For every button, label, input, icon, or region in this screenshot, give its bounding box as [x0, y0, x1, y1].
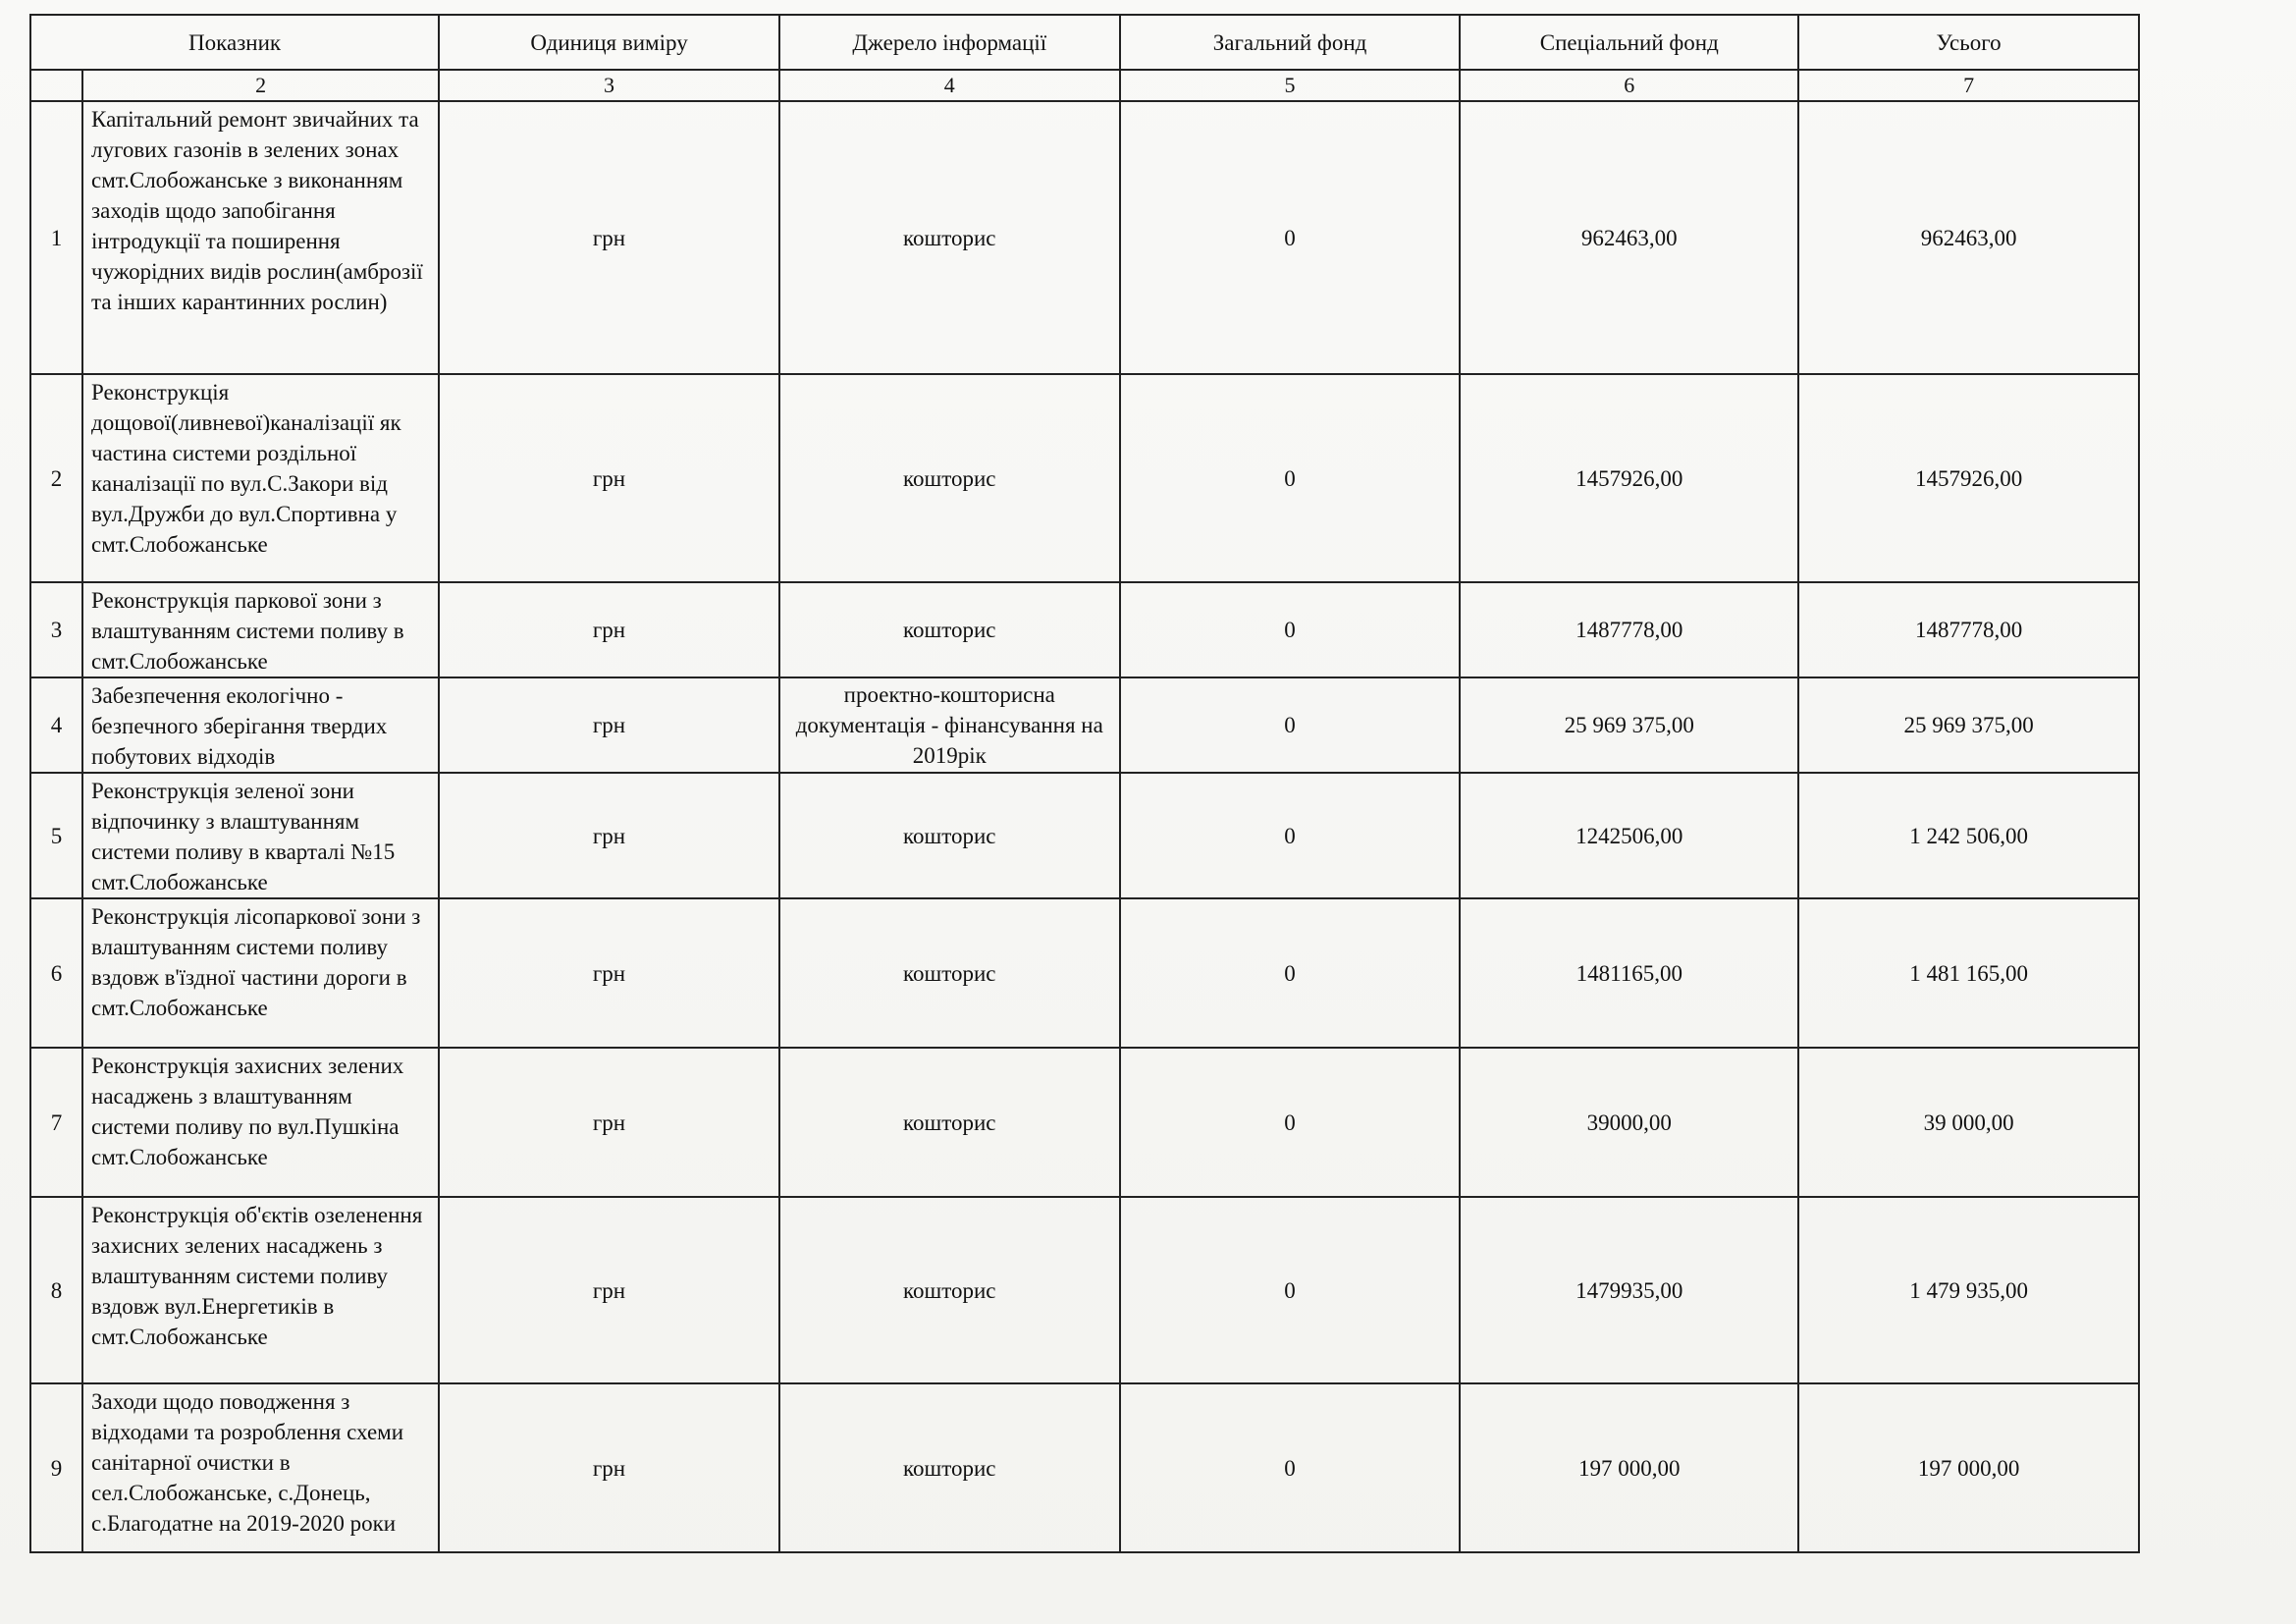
row-name: Капітальний ремонт звичайних та лугових газонів в зелених зонах смт.Слобожанське з виконанням заходів щодо запобігання інтродукції та поширення чужорідних видів рослин(амброзії та інших карантинних рослин)	[82, 101, 439, 374]
row-source: кошторис	[779, 898, 1120, 1048]
column-number: 5	[1120, 70, 1461, 101]
table-row	[30, 898, 2139, 1048]
row-general-fund: 0	[1120, 1383, 1461, 1552]
row-number: 8	[30, 1197, 82, 1383]
table-row	[30, 773, 2139, 898]
table-row	[30, 374, 2139, 582]
table-row	[30, 582, 2139, 677]
row-special-fund: 1481165,00	[1460, 898, 1798, 1048]
row-source: кошторис	[779, 374, 1120, 582]
row-name: Реконструкція лісопаркової зони з влаштуванням системи поливу вздовж в'їздної частини дороги в смт.Слобожанське	[82, 898, 439, 1048]
row-name: Реконструкція зеленої зони відпочинку з влаштуванням системи поливу в кварталі №15 смт.Слобожанське	[82, 773, 439, 898]
header-general-fund: Загальний фонд	[1120, 15, 1461, 70]
row-source: кошторис	[779, 1383, 1120, 1552]
row-name: Реконструкція захисних зелених насаджень з влаштуванням системи поливу по вул.Пушкіна смт.Слобожанське	[82, 1048, 439, 1197]
row-name: Реконструкція об'єктів озеленення захисних зелених насаджень з влаштуванням системи поливу вздовж вул.Енергетиків в смт.Слобожанське	[82, 1197, 439, 1383]
row-source: проектно-кошторисна документація - фінансування на 2019рік	[779, 677, 1120, 773]
row-general-fund: 0	[1120, 898, 1461, 1048]
header-special-fund: Спеціальний фонд	[1460, 15, 1798, 70]
row-name: Заходи щодо поводження з відходами та розроблення схеми санітарної очистки в сел.Слобожанське, с.Донець, с.Благодатне на 2019-2020 роки	[82, 1383, 439, 1552]
row-unit: грн	[439, 374, 779, 582]
row-name: Реконструкція паркової зони з влаштуванням системи поливу в смт.Слобожанське	[82, 582, 439, 677]
row-total: 1 481 165,00	[1798, 898, 2139, 1048]
row-unit: грн	[439, 1383, 779, 1552]
row-number: 6	[30, 898, 82, 1048]
row-total: 1 242 506,00	[1798, 773, 2139, 898]
row-special-fund: 1479935,00	[1460, 1197, 1798, 1383]
row-total: 962463,00	[1798, 101, 2139, 374]
row-unit: грн	[439, 677, 779, 773]
header-indicator: Показник	[30, 15, 439, 70]
row-general-fund: 0	[1120, 1197, 1461, 1383]
row-number: 9	[30, 1383, 82, 1552]
row-name: Реконструкція дощової(ливневої)каналізації як частина системи роздільної каналізації по вул.С.Закори від вул.Дружби до вул.Спортивна у смт.Слобожанське	[82, 374, 439, 582]
row-source: кошторис	[779, 1197, 1120, 1383]
row-number: 4	[30, 677, 82, 773]
row-general-fund: 0	[1120, 101, 1461, 374]
row-general-fund: 0	[1120, 677, 1461, 773]
row-unit: грн	[439, 773, 779, 898]
header-total: Усього	[1798, 15, 2139, 70]
row-number: 5	[30, 773, 82, 898]
header-source: Джерело інформації	[779, 15, 1120, 70]
row-number: 7	[30, 1048, 82, 1197]
table-row	[30, 677, 2139, 773]
row-total: 25 969 375,00	[1798, 677, 2139, 773]
row-unit: грн	[439, 582, 779, 677]
row-total: 1487778,00	[1798, 582, 2139, 677]
table-row	[30, 1197, 2139, 1383]
header-row	[30, 15, 2139, 70]
row-general-fund: 0	[1120, 1048, 1461, 1197]
row-total: 1457926,00	[1798, 374, 2139, 582]
row-special-fund: 197 000,00	[1460, 1383, 1798, 1552]
row-total: 39 000,00	[1798, 1048, 2139, 1197]
row-number: 2	[30, 374, 82, 582]
row-special-fund: 1457926,00	[1460, 374, 1798, 582]
row-special-fund: 1487778,00	[1460, 582, 1798, 677]
table-row	[30, 101, 2139, 374]
row-general-fund: 0	[1120, 773, 1461, 898]
column-number-blank	[30, 70, 82, 101]
row-unit: грн	[439, 101, 779, 374]
indicators-table-container	[29, 14, 2140, 1553]
column-number: 3	[439, 70, 779, 101]
table-row	[30, 1048, 2139, 1197]
row-special-fund: 39000,00	[1460, 1048, 1798, 1197]
row-source: кошторис	[779, 1048, 1120, 1197]
row-special-fund: 1242506,00	[1460, 773, 1798, 898]
header-unit: Одиниця виміру	[439, 15, 779, 70]
row-total: 1 479 935,00	[1798, 1197, 2139, 1383]
column-number: 6	[1460, 70, 1798, 101]
row-special-fund: 25 969 375,00	[1460, 677, 1798, 773]
column-number-row	[30, 70, 2139, 101]
row-special-fund: 962463,00	[1460, 101, 1798, 374]
row-unit: грн	[439, 1048, 779, 1197]
row-source: кошторис	[779, 582, 1120, 677]
row-source: кошторис	[779, 101, 1120, 374]
indicators-table	[29, 14, 2140, 1553]
table-row	[30, 1383, 2139, 1552]
column-number: 7	[1798, 70, 2139, 101]
row-number: 3	[30, 582, 82, 677]
row-general-fund: 0	[1120, 582, 1461, 677]
row-source: кошторис	[779, 773, 1120, 898]
row-general-fund: 0	[1120, 374, 1461, 582]
row-unit: грн	[439, 898, 779, 1048]
row-name: Забезпечення екологічно - безпечного зберігання твердих побутових відходів	[82, 677, 439, 773]
column-number: 2	[82, 70, 439, 101]
row-number: 1	[30, 101, 82, 374]
row-total: 197 000,00	[1798, 1383, 2139, 1552]
row-unit: грн	[439, 1197, 779, 1383]
column-number: 4	[779, 70, 1120, 101]
